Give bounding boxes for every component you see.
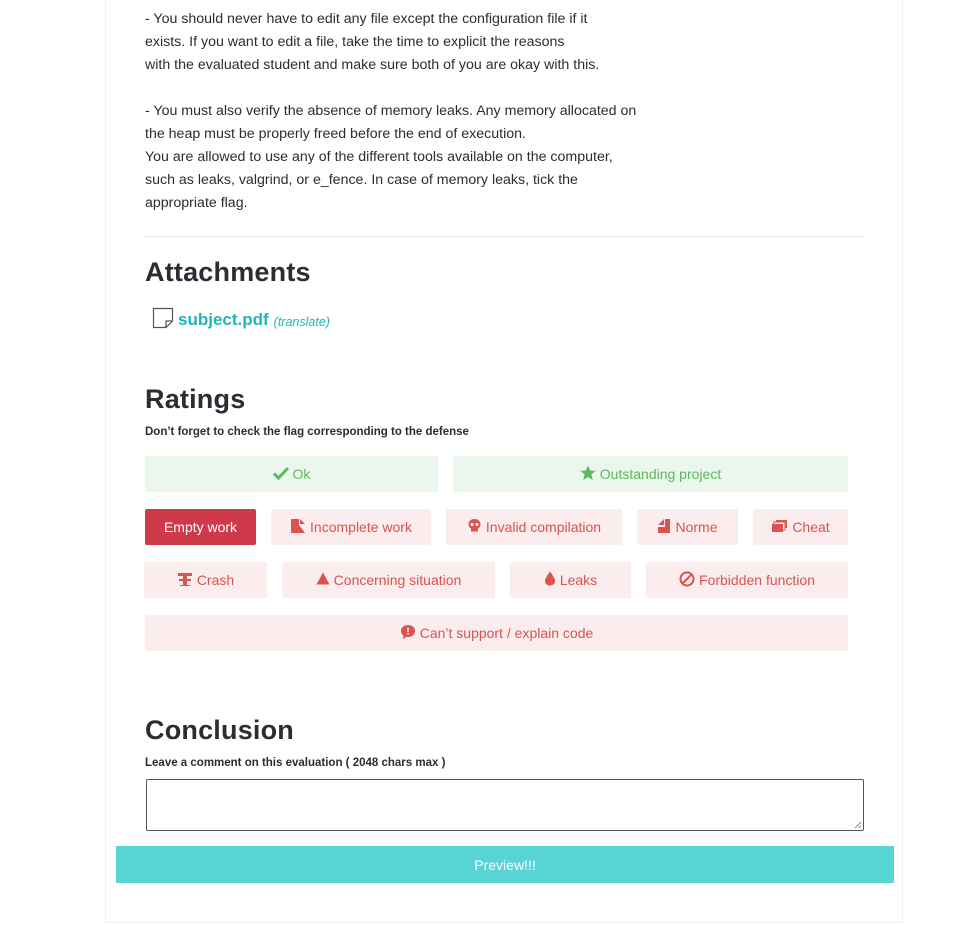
flag-crash-label: Crash xyxy=(196,572,235,588)
guideline-line: - You must also verify the absence of memory leaks. Any memory allocated on xyxy=(145,103,637,119)
guideline-line: You are allowed to use any of the different tools available on the computer, xyxy=(145,149,613,165)
flag-cant-support-label: Can’t support / explain code xyxy=(419,625,594,641)
comment-textarea[interactable] xyxy=(146,779,864,831)
explosion-icon xyxy=(177,571,197,590)
flag-invalid-compilation-button[interactable] xyxy=(446,509,622,545)
drop-icon xyxy=(544,571,560,589)
flag-leaks-button[interactable] xyxy=(510,562,631,598)
ratings-heading: Ratings xyxy=(145,384,246,414)
flag-concerning-label: Concerning situation xyxy=(333,572,462,588)
flag-norme-button[interactable] xyxy=(637,509,738,545)
ratings-note: Don’t forget to check the flag corresponding to the defense xyxy=(145,426,469,438)
norme-icon xyxy=(657,518,675,537)
copy-icon xyxy=(771,519,792,536)
flag-invalid-compilation-label: Invalid compilation xyxy=(485,519,602,535)
guideline-line: - You should never have to edit any file except the configuration file if it xyxy=(145,11,588,27)
forbidden-icon xyxy=(679,571,699,590)
guideline-line: such as leaks, valgrind, or e_fence. In case of memory leaks, tick the xyxy=(145,172,578,188)
resize-grip-icon[interactable] xyxy=(854,821,862,829)
guideline-line: with the evaluated student and make sure both of you are okay with this. xyxy=(145,57,600,73)
evaluation-guidelines xyxy=(145,8,645,215)
flag-cant-support-button[interactable] xyxy=(145,615,848,651)
flag-outstanding-label: Outstanding project xyxy=(599,466,722,482)
flag-empty-work-button[interactable] xyxy=(145,509,256,545)
conclusion-heading: Conclusion xyxy=(145,715,294,745)
flag-incomplete-work-label: Incomplete work xyxy=(310,519,412,535)
conclusion-note: Leave a comment on this evaluation ( 2048 chars max ) xyxy=(145,757,446,769)
skull-icon xyxy=(467,518,486,536)
warning-icon xyxy=(316,572,334,588)
flag-cheat-label: Cheat xyxy=(792,519,830,535)
translate-link[interactable]: (translate) xyxy=(273,314,330,329)
flag-outstanding-button[interactable] xyxy=(453,456,848,492)
flag-ok-button[interactable] xyxy=(145,456,438,492)
flag-forbidden-button[interactable] xyxy=(646,562,848,598)
flag-incomplete-work-button[interactable] xyxy=(271,509,431,545)
speech-bubble-icon xyxy=(400,624,420,643)
flag-forbidden-label: Forbidden function xyxy=(699,572,815,588)
guideline-line: exists. If you want to edit a file, take the time to explicit the reasons xyxy=(145,34,565,50)
preview-button[interactable]: Preview!!! xyxy=(116,846,894,883)
attachment-item xyxy=(152,306,330,334)
flag-empty-work-label: Empty work xyxy=(163,519,238,535)
document-icon xyxy=(152,307,178,334)
incomplete-file-icon xyxy=(290,518,310,537)
checkmark-icon xyxy=(273,466,293,483)
flag-norme-label: Norme xyxy=(675,519,718,535)
flag-concerning-button[interactable] xyxy=(282,562,495,598)
star-icon xyxy=(580,465,600,484)
flag-crash-button[interactable] xyxy=(144,562,267,598)
guideline-line: the heap must be properly freed before the end of execution. xyxy=(145,126,526,142)
flag-ok-label: Ok xyxy=(292,466,311,482)
guideline-line: appropriate flag. xyxy=(145,195,248,211)
flag-leaks-label: Leaks xyxy=(559,572,598,588)
flag-cheat-button[interactable] xyxy=(753,509,848,545)
subject-pdf-link[interactable]: subject.pdf xyxy=(178,310,269,329)
attachments-heading: Attachments xyxy=(145,257,311,287)
section-divider xyxy=(145,236,864,237)
